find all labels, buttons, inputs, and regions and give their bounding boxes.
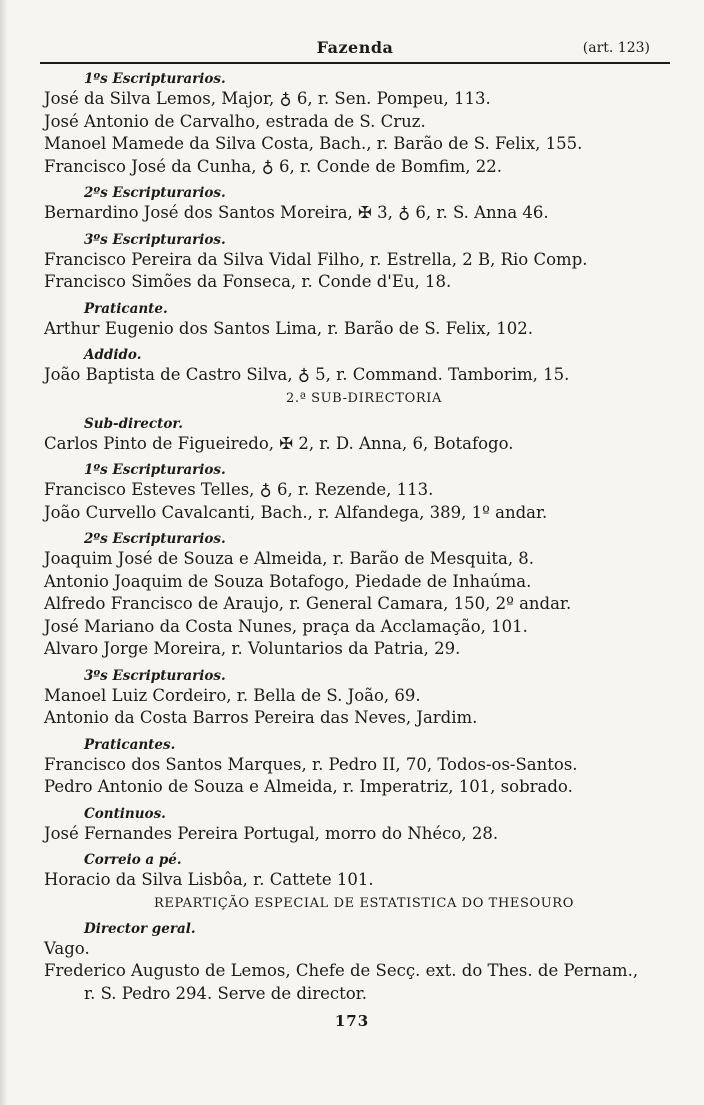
section-heading: Continuos. bbox=[84, 805, 166, 822]
section-heading: 2ºs Escripturarios. bbox=[84, 531, 226, 547]
staff-entry: Carlos Pinto de Figueiredo, ✠ 2, r. D. Anna, 6, Botafogo. bbox=[44, 433, 514, 453]
staff-entry: Francisco Pereira da Silva Vidal Filho, r. Estrella, 2 B, Rio Comp. bbox=[44, 249, 588, 269]
staff-entry: José Antonio de Carvalho, estrada de S. Cruz. bbox=[44, 111, 426, 131]
staff-entry: Manoel Mamede da Silva Costa, Bach., r. Barão de S. Felix, 155. bbox=[44, 134, 583, 153]
article-reference: (art. 123) bbox=[582, 40, 650, 56]
staff-entry: Arthur Eugenio dos Santos Lima, r. Barão de S. Felix, 102. bbox=[44, 318, 533, 338]
staff-entry: Francisco Esteves Telles, ♁ 6, r. Rezende, 113. bbox=[44, 480, 434, 499]
section-heading: Correio a pé. bbox=[84, 852, 182, 868]
page-edge-shadow bbox=[0, 0, 8, 1105]
staff-entry: Frederico Augusto de Lemos, Chefe de Secç. ext. do Thes. de Pernam., bbox=[44, 961, 639, 980]
section-heading: 1ºs Escripturarios. bbox=[84, 71, 226, 87]
staff-entry: Alfredo Francisco de Araujo, r. General Camara, 150, 2º andar. bbox=[44, 594, 572, 613]
staff-entry: Joaquim José de Souza e Almeida, r. Barão de Mesquita, 8. bbox=[44, 549, 535, 568]
section-heading: Sub-director. bbox=[84, 415, 183, 432]
document-body bbox=[44, 68, 684, 1005]
section-heading: 1ºs Escripturarios. bbox=[84, 462, 226, 478]
page-number: 173 bbox=[334, 1012, 370, 1030]
staff-entry: João Curvello Cavalcanti, Bach., r. Alfandega, 389, 1º andar. bbox=[44, 502, 548, 522]
staff-entry: Bernardino José dos Santos Moreira, ✠ 3, ♁ 6, r. S. Anna 46. bbox=[44, 203, 549, 222]
staff-entry: José da Silva Lemos, Major, ♁ 6, r. Sen. Pompeu, 113. bbox=[44, 89, 491, 108]
department-heading: REPARTIÇÃO ESPECIAL DE ESTATISTICA DO THESOURO bbox=[154, 895, 574, 911]
staff-entry: Francisco Simões da Fonseca, r. Conde d'Eu, 18. bbox=[44, 272, 452, 291]
staff-entry: Francisco dos Santos Marques, r. Pedro II, 70, Todos-os-Santos. bbox=[44, 754, 578, 774]
staff-entry: José Fernandes Pereira Portugal, morro do Nhéco, 28. bbox=[44, 823, 499, 843]
section-heading: 3ºs Escripturarios. bbox=[84, 667, 226, 684]
section-heading: Addido. bbox=[84, 347, 142, 363]
staff-entry: Antonio Joaquim de Souza Botafogo, Piedade de Inhaúma. bbox=[44, 571, 532, 591]
page-header bbox=[40, 36, 670, 64]
entry-continuation: r. S. Pedro 294. Serve de director. bbox=[84, 983, 367, 1003]
section-heading: Director geral. bbox=[84, 920, 196, 937]
staff-entry: Antonio da Costa Barros Pereira das Neves, Jardim. bbox=[44, 708, 478, 727]
section-heading: Praticantes. bbox=[84, 736, 176, 753]
staff-entry: Alvaro Jorge Moreira, r. Voluntarios da Patria, 29. bbox=[44, 639, 461, 658]
staff-entry: José Mariano da Costa Nunes, praça da Acclamação, 101. bbox=[44, 616, 528, 636]
staff-entry: Vago. bbox=[44, 938, 90, 958]
section-heading: 3ºs Escripturarios. bbox=[84, 231, 226, 248]
staff-entry: Pedro Antonio de Souza e Almeida, r. Imperatriz, 101, sobrado. bbox=[44, 777, 573, 796]
section-heading: 2ºs Escripturarios. bbox=[84, 185, 226, 201]
page-title: Fazenda bbox=[316, 38, 394, 57]
section-heading: Praticante. bbox=[84, 300, 168, 317]
staff-entry: João Baptista de Castro Silva, ♁ 5, r. Command. Tamborim, 15. bbox=[44, 365, 570, 384]
department-heading: 2.ª SUB-DIRECTORIA bbox=[286, 390, 442, 406]
staff-entry: Manoel Luiz Cordeiro, r. Bella de S. João, 69. bbox=[44, 685, 421, 705]
staff-entry: Horacio da Silva Lisbôa, r. Cattete 101. bbox=[44, 870, 374, 889]
staff-entry: Francisco José da Cunha, ♁ 6, r. Conde de Bomfim, 22. bbox=[44, 156, 502, 176]
